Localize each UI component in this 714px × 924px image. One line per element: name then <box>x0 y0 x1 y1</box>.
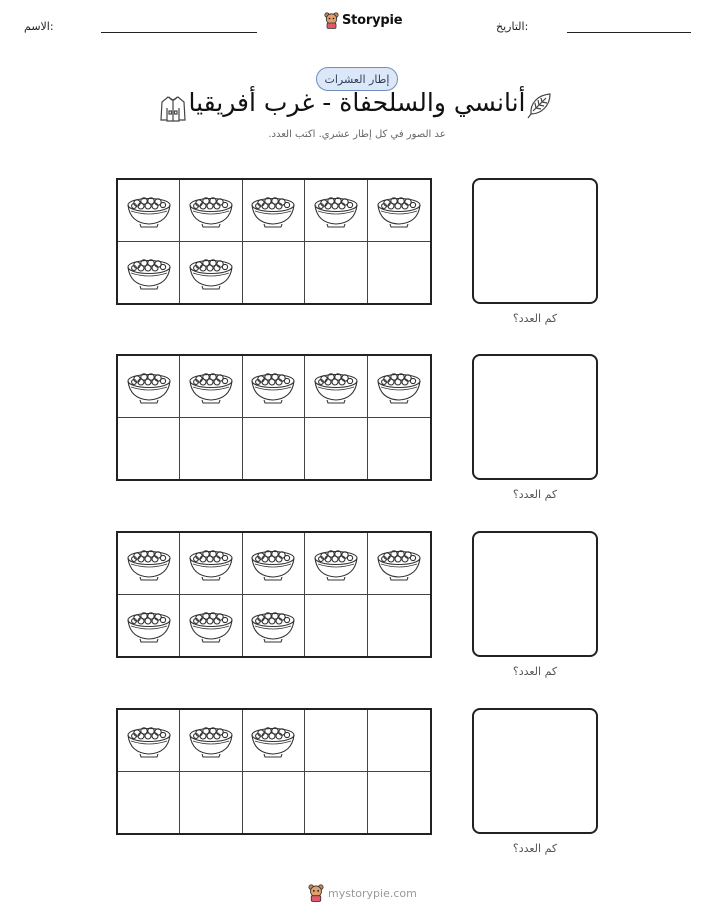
bowl-icon <box>250 367 296 405</box>
bowl-icon <box>250 191 296 229</box>
bowl-icon <box>313 544 359 582</box>
ten-frame-cell <box>243 242 305 304</box>
bowl-icon <box>250 606 296 644</box>
ten-frame-cell <box>118 356 180 418</box>
bowl-icon <box>126 544 172 582</box>
ten-frame-cell <box>305 772 367 834</box>
bowl-icon <box>376 367 422 405</box>
ten-frame-cell <box>305 418 367 480</box>
bowl-icon <box>188 191 234 229</box>
ten-frame-2 <box>116 354 432 481</box>
storypie-mascot-icon <box>324 12 339 29</box>
bowl-icon <box>188 544 234 582</box>
bowl-icon <box>126 191 172 229</box>
answer-prompt-3: كم العدد؟ <box>512 665 558 678</box>
ten-frame-4 <box>116 708 432 835</box>
brand-name: Storypie <box>342 13 403 28</box>
ten-frame-cell <box>368 595 430 657</box>
ten-frame-cell <box>180 533 242 595</box>
ten-frame-1 <box>116 178 432 305</box>
date-label: التاريخ: <box>496 20 529 33</box>
ten-frame-cell <box>368 772 430 834</box>
ten-frame-cell <box>368 356 430 418</box>
ten-frame-cell <box>305 710 367 772</box>
bowl-icon <box>313 367 359 405</box>
ten-frame-cell <box>368 242 430 304</box>
ten-frame-cell <box>368 418 430 480</box>
answer-prompt-2: كم العدد؟ <box>512 488 558 501</box>
brand-logo <box>324 12 402 29</box>
ten-frame-cell <box>305 595 367 657</box>
ten-frame-cell <box>305 356 367 418</box>
ten-frame-cell <box>305 180 367 242</box>
answer-box-3[interactable] <box>472 531 598 657</box>
worksheet-title: أنانسي والسلحفاة - غرب أفريقيا <box>188 88 526 117</box>
ten-frame-cell <box>180 242 242 304</box>
bowl-icon <box>126 606 172 644</box>
ten-frame-cell <box>180 772 242 834</box>
ten-frame-cell <box>180 180 242 242</box>
answer-prompt-4: كم العدد؟ <box>512 842 558 855</box>
ten-frame-cell <box>243 772 305 834</box>
bowl-icon <box>126 367 172 405</box>
ten-frame-cell <box>243 418 305 480</box>
name-label: الاسم: <box>24 20 54 33</box>
instructions: عد الصور في كل إطار عشري. اكتب العدد. <box>268 129 446 140</box>
bowl-icon <box>188 367 234 405</box>
ten-frame-cell <box>180 595 242 657</box>
bowl-icon <box>188 606 234 644</box>
date-line[interactable] <box>567 32 691 33</box>
bowl-icon <box>376 544 422 582</box>
bowl-icon <box>126 253 172 291</box>
answer-box-1[interactable] <box>472 178 598 304</box>
ten-frame-cell <box>368 533 430 595</box>
ten-frame-cell <box>243 595 305 657</box>
ten-frame-cell <box>243 710 305 772</box>
footer-url[interactable]: mystorypie.com <box>328 886 417 900</box>
ten-frame-cell <box>118 180 180 242</box>
bowl-icon <box>376 191 422 229</box>
ten-frame-cell <box>118 533 180 595</box>
ten-frame-cell <box>305 533 367 595</box>
ten-frame-cell <box>118 710 180 772</box>
ten-frame-cell <box>305 242 367 304</box>
name-line[interactable] <box>101 32 257 33</box>
answer-box-2[interactable] <box>472 354 598 480</box>
bowl-icon <box>313 191 359 229</box>
answer-prompt-1: كم العدد؟ <box>512 312 558 325</box>
ten-frame-cell <box>180 710 242 772</box>
ten-frame-cell <box>118 772 180 834</box>
leaf-icon <box>524 90 556 126</box>
worksheet-type-badge: إطار العشرات <box>316 67 398 91</box>
ten-frame-cell <box>243 533 305 595</box>
ten-frame-cell <box>118 418 180 480</box>
ten-frame-cell <box>243 180 305 242</box>
bowl-icon <box>188 721 234 759</box>
ten-frame-cell <box>118 595 180 657</box>
bowl-icon <box>188 253 234 291</box>
storypie-mascot-icon <box>308 884 324 902</box>
ten-frame-3 <box>116 531 432 658</box>
ten-frame-cell <box>368 180 430 242</box>
bowl-icon <box>126 721 172 759</box>
bowl-icon <box>250 544 296 582</box>
bowl-icon <box>250 721 296 759</box>
ten-frame-cell <box>180 418 242 480</box>
ten-frame-cell <box>118 242 180 304</box>
footer <box>308 884 417 902</box>
ten-frame-cell <box>243 356 305 418</box>
ten-frame-cell <box>180 356 242 418</box>
answer-box-4[interactable] <box>472 708 598 834</box>
ten-frame-cell <box>368 710 430 772</box>
